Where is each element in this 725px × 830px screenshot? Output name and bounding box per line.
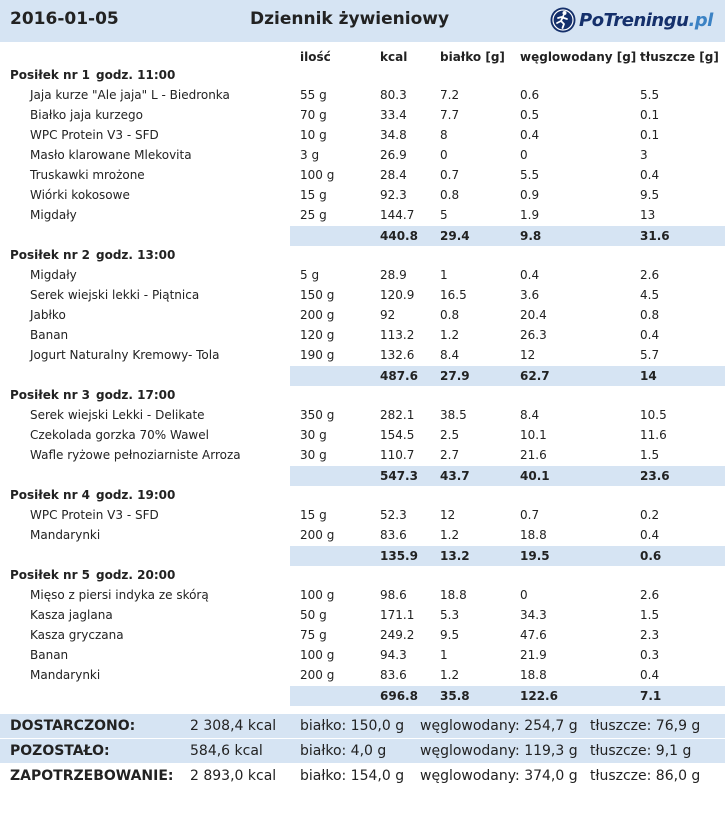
meal-header [0,65,725,85]
food-carbs: 21.9 [520,648,547,662]
diary-date: 2016-01-05 [10,9,119,29]
food-protein: 0 [440,148,448,162]
meal-total-carbs: 122.6 [520,689,558,703]
food-fat: 0.4 [640,328,660,342]
food-kcal: 52.3 [380,508,407,522]
summary-delivered-row [0,714,725,738]
food-fat: 0.3 [640,648,660,662]
food-fat: 0.4 [640,168,660,182]
food-carbs: 5.5 [520,168,540,182]
food-carbs: 0.6 [520,88,540,102]
food-kcal: 28.4 [380,168,407,182]
food-row [0,445,725,465]
summary-kcal: 2 308,4 kcal [190,718,277,734]
food-name: Migdały [30,208,77,222]
food-fat: 0.8 [640,308,660,322]
food-protein: 1.2 [440,528,460,542]
food-qty: 30 g [300,428,327,442]
meal-header [0,565,725,585]
summary-fat: tłuszcze: 9,1 g [590,743,692,759]
summary-protein: białko: 154,0 g [300,768,405,784]
meal-total-protein: 35.8 [440,689,470,703]
food-carbs: 0.5 [520,108,540,122]
meal-total-carbs: 19.5 [520,549,550,563]
food-kcal: 94.3 [380,648,407,662]
food-row [0,305,725,325]
food-protein: 7.2 [440,88,460,102]
food-protein: 0.7 [440,168,460,182]
food-fat: 2.3 [640,628,660,642]
food-fat: 10.5 [640,408,667,422]
column-header-qty: ilość [300,50,331,64]
food-protein: 1 [440,268,448,282]
food-kcal: 98.6 [380,588,407,602]
food-carbs: 0.9 [520,188,540,202]
food-carbs: 8.4 [520,408,540,422]
food-fat: 0.1 [640,108,660,122]
food-carbs: 47.6 [520,628,547,642]
food-kcal: 154.5 [380,428,415,442]
meal-header [0,485,725,505]
food-name: Czekolada gorzka 70% Wawel [30,428,209,442]
meal-total-kcal: 696.8 [380,689,418,703]
food-qty: 70 g [300,108,327,122]
food-qty: 30 g [300,448,327,462]
food-kcal: 171.1 [380,608,415,622]
summary-requirement-row [0,764,725,788]
food-qty: 190 g [300,348,335,362]
meal-total-row [0,466,725,486]
food-protein: 8.4 [440,348,460,362]
food-fat: 9.5 [640,188,660,202]
meal-title: Posiłek nr 4 [10,488,91,502]
food-qty: 100 g [300,648,335,662]
food-protein: 1 [440,648,448,662]
meal-header [0,245,725,265]
food-carbs: 0 [520,588,528,602]
food-name: Truskawki mrożone [30,168,145,182]
food-name: Białko jaja kurzego [30,108,143,122]
food-protein: 5 [440,208,448,222]
food-row [0,345,725,365]
food-fat: 11.6 [640,428,667,442]
meal-title: Posiłek nr 5 [10,568,91,582]
food-name: Masło klarowane Mlekovita [30,148,192,162]
food-qty: 50 g [300,608,327,622]
food-fat: 1.5 [640,448,660,462]
food-protein: 8 [440,128,448,142]
meal-total-kcal: 487.6 [380,369,418,383]
food-protein: 0.8 [440,308,460,322]
food-row [0,645,725,665]
food-row [0,625,725,645]
potreningu-logo[interactable] [549,5,713,35]
meal-title: Posiłek nr 1 [10,68,91,82]
column-header-fat: tłuszcze [g] [640,50,719,64]
food-fat: 2.6 [640,268,660,282]
food-row [0,205,725,225]
meal-total-protein: 27.9 [440,369,470,383]
food-name: Wiórki kokosowe [30,188,130,202]
summary-protein: białko: 150,0 g [300,718,405,734]
diary-header [0,0,725,42]
food-qty: 75 g [300,628,327,642]
food-name: Kasza gryczana [30,628,124,642]
food-kcal: 34.8 [380,128,407,142]
food-protein: 2.7 [440,448,460,462]
food-row [0,285,725,305]
food-row [0,85,725,105]
food-fat: 5.5 [640,88,660,102]
food-carbs: 18.8 [520,528,547,542]
food-qty: 10 g [300,128,327,142]
food-kcal: 120.9 [380,288,415,302]
summary-fat: tłuszcze: 86,0 g [590,768,701,784]
food-row [0,585,725,605]
meal-total-carbs: 40.1 [520,469,550,483]
summary-carbs: węglowodany: 119,3 g [420,743,578,759]
food-qty: 200 g [300,668,335,682]
food-carbs: 0.4 [520,268,540,282]
food-row [0,405,725,425]
food-kcal: 92 [380,308,396,322]
column-header-carbs: węglowodany [g] [520,50,637,64]
food-qty: 100 g [300,168,335,182]
meal-total-row [0,226,725,246]
meal-total-carbs: 62.7 [520,369,550,383]
food-fat: 0.4 [640,668,660,682]
diary-title: Dziennik żywieniowy [250,9,450,29]
food-qty: 55 g [300,88,327,102]
meal-total-protein: 29.4 [440,229,470,243]
meal-total-fat: 14 [640,369,657,383]
food-carbs: 0.4 [520,128,540,142]
meal-total-protein: 13.2 [440,549,470,563]
summary-remaining-row [0,739,725,763]
food-kcal: 132.6 [380,348,415,362]
food-name: Jaja kurze "Ale jaja" L - Biedronka [30,88,230,102]
food-qty: 150 g [300,288,335,302]
food-name: Mandarynki [30,668,101,682]
logo-domain-text: .pl [688,9,713,31]
food-row [0,105,725,125]
meal-header [0,385,725,405]
meal-total-kcal: 440.8 [380,229,418,243]
meal-time: godz. 20:00 [96,568,176,582]
food-name: Banan [30,328,69,342]
food-protein: 16.5 [440,288,467,302]
food-kcal: 26.9 [380,148,407,162]
food-row [0,325,725,345]
food-qty: 120 g [300,328,335,342]
food-name: WPC Protein V3 - SFD [30,128,159,142]
meal-total-row [0,366,725,386]
logo-main-text: PoTreningu [579,9,689,31]
meal-time: godz. 11:00 [96,68,176,82]
food-kcal: 113.2 [380,328,415,342]
food-kcal: 83.6 [380,528,407,542]
meal-total-kcal: 135.9 [380,549,418,563]
food-qty: 15 g [300,188,327,202]
meal-total-kcal: 547.3 [380,469,418,483]
column-header-protein: białko [g] [440,50,505,64]
food-protein: 0.8 [440,188,460,202]
food-name: Banan [30,648,69,662]
food-carbs: 21.6 [520,448,547,462]
food-carbs: 20.4 [520,308,547,322]
food-carbs: 34.3 [520,608,547,622]
food-kcal: 282.1 [380,408,415,422]
summary-carbs: węglowodany: 374,0 g [420,768,578,784]
food-row [0,185,725,205]
summary-kcal: 584,6 kcal [190,743,263,759]
food-name: Jogurt Naturalny Kremowy- Tola [30,348,220,362]
food-carbs: 26.3 [520,328,547,342]
food-fat: 0.4 [640,528,660,542]
food-kcal: 110.7 [380,448,415,462]
logo-wordmark [579,10,713,31]
food-row [0,605,725,625]
meal-time: godz. 19:00 [96,488,176,502]
food-row [0,665,725,685]
food-name: Serek wiejski lekki - Piątnica [30,288,200,302]
meal-total-protein: 43.7 [440,469,470,483]
food-protein: 38.5 [440,408,467,422]
meal-total-carbs: 9.8 [520,229,542,243]
food-qty: 15 g [300,508,327,522]
food-fat: 13 [640,208,656,222]
food-row [0,125,725,145]
food-qty: 200 g [300,528,335,542]
food-kcal: 33.4 [380,108,407,122]
summary-label: ZAPOTRZEBOWANIE: [10,768,174,784]
food-qty: 5 g [300,268,320,282]
food-kcal: 83.6 [380,668,407,682]
food-protein: 2.5 [440,428,460,442]
meal-title: Posiłek nr 3 [10,388,91,402]
meal-total-row [0,546,725,566]
food-protein: 9.5 [440,628,460,642]
food-qty: 25 g [300,208,327,222]
food-kcal: 144.7 [380,208,415,222]
summary-label: DOSTARCZONO: [10,718,136,734]
food-row [0,265,725,285]
food-row [0,525,725,545]
food-carbs: 0.7 [520,508,540,522]
runner-logo-icon [549,6,577,34]
food-carbs: 1.9 [520,208,540,222]
food-name: WPC Protein V3 - SFD [30,508,159,522]
summary-protein: białko: 4,0 g [300,743,387,759]
summary-carbs: węglowodany: 254,7 g [420,718,578,734]
meal-total-fat: 7.1 [640,689,662,703]
meal-title: Posiłek nr 2 [10,248,91,262]
meal-time: godz. 17:00 [96,388,176,402]
food-row [0,165,725,185]
food-kcal: 28.9 [380,268,407,282]
food-carbs: 10.1 [520,428,547,442]
food-carbs: 0 [520,148,528,162]
food-name: Wafle ryżowe pełnoziarniste Arroza [30,448,241,462]
food-kcal: 249.2 [380,628,415,642]
food-qty: 200 g [300,308,335,322]
food-name: Mięso z piersi indyka ze skórą [30,588,209,602]
food-name: Migdały [30,268,77,282]
food-fat: 1.5 [640,608,660,622]
food-name: Mandarynki [30,528,101,542]
food-name: Kasza jaglana [30,608,113,622]
food-row [0,145,725,165]
meal-total-fat: 31.6 [640,229,670,243]
food-carbs: 3.6 [520,288,540,302]
food-fat: 0.1 [640,128,660,142]
meal-total-fat: 23.6 [640,469,670,483]
food-fat: 0.2 [640,508,660,522]
column-header-kcal: kcal [380,50,408,64]
summary-fat: tłuszcze: 76,9 g [590,718,701,734]
food-name: Serek wiejski Lekki - Delikate [30,408,205,422]
food-qty: 100 g [300,588,335,602]
summary-label: POZOSTAŁO: [10,743,110,759]
summary-kcal: 2 893,0 kcal [190,768,277,784]
meal-time: godz. 13:00 [96,248,176,262]
meal-total-fat: 0.6 [640,549,662,563]
food-fat: 5.7 [640,348,660,362]
food-fat: 2.6 [640,588,660,602]
food-protein: 18.8 [440,588,467,602]
meal-total-row [0,686,725,706]
food-qty: 3 g [300,148,320,162]
food-row [0,425,725,445]
food-protein: 12 [440,508,456,522]
food-protein: 7.7 [440,108,460,122]
food-carbs: 12 [520,348,536,362]
food-protein: 1.2 [440,668,460,682]
food-carbs: 18.8 [520,668,547,682]
food-qty: 350 g [300,408,335,422]
food-protein: 5.3 [440,608,460,622]
food-fat: 3 [640,148,648,162]
food-kcal: 92.3 [380,188,407,202]
food-protein: 1.2 [440,328,460,342]
food-kcal: 80.3 [380,88,407,102]
food-fat: 4.5 [640,288,660,302]
food-name: Jabłko [30,308,66,322]
food-row [0,505,725,525]
